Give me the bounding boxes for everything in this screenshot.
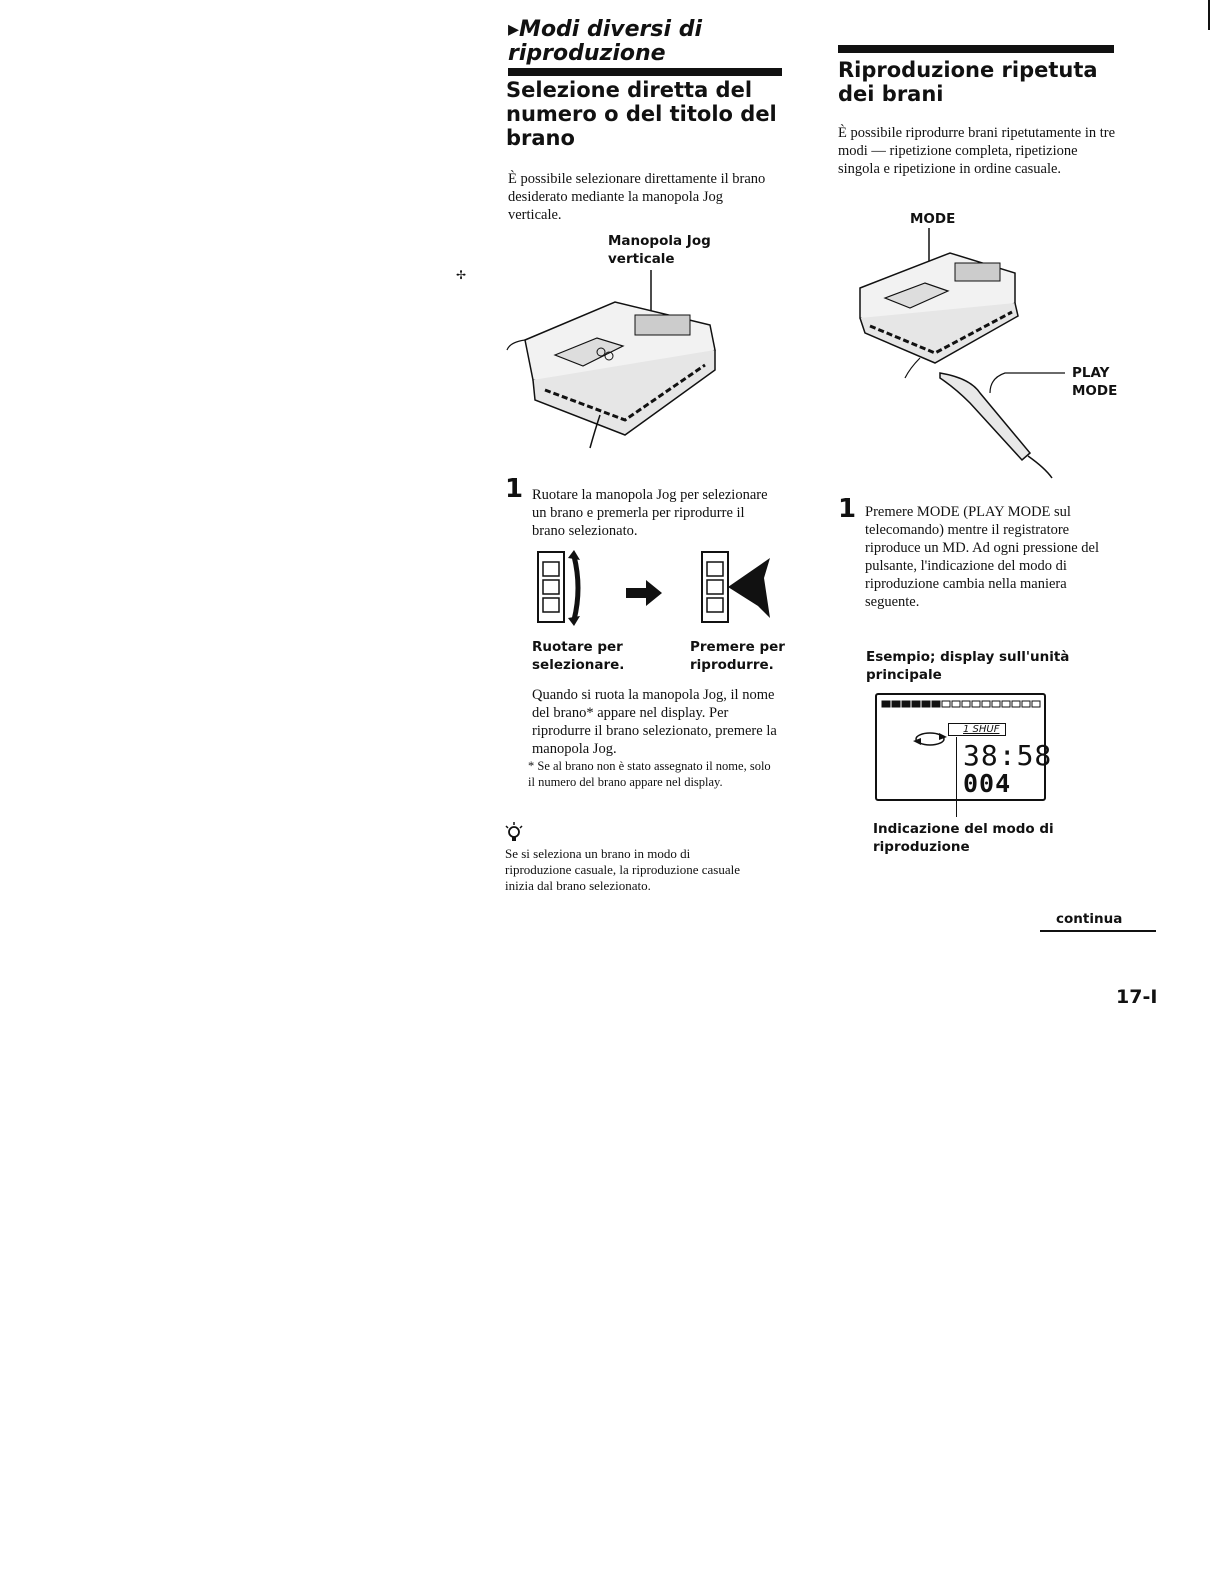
- display-time: 38:58: [963, 739, 1053, 772]
- level-segment: [972, 701, 980, 707]
- intro-right: È possibile riprodurre brani ripetutamente in tre modi — ripetizione completa, ripetizione singola e ripetizione in ordine casuale.: [838, 125, 1116, 177]
- level-segment: [1002, 701, 1010, 707]
- level-segment: [982, 701, 990, 707]
- level-segment: [992, 701, 1000, 707]
- level-segment: [902, 701, 910, 707]
- level-segment: [1012, 701, 1020, 707]
- section-marker: ▸: [508, 17, 520, 42]
- section-title: [508, 18, 778, 66]
- continue-rule: [1040, 930, 1156, 932]
- arrow-right-icon: [624, 578, 664, 608]
- disc-icon: [913, 729, 947, 749]
- display-divider: [956, 737, 957, 817]
- level-segment: [942, 701, 950, 707]
- heading-left: Selezione diretta del numero o del titolo del brano: [506, 78, 777, 150]
- step-number-left: 1: [505, 474, 524, 504]
- level-segment: [892, 701, 900, 707]
- level-segment: [912, 701, 920, 707]
- level-segment: [882, 701, 890, 707]
- play-mode-text: 1 SHUF: [963, 724, 1000, 735]
- press-label: Premere per riprodurre.: [690, 639, 785, 673]
- after-text-left: Quando si ruota la manopola Jog, il nome del brano* appare nel display. Per riprodurre il brano selezionato, premere la manopola Jog.: [532, 687, 777, 757]
- display-track: 004: [963, 769, 1012, 798]
- continue-label: continua: [1056, 911, 1123, 927]
- heading-rule-right: [838, 45, 1114, 53]
- intro-left: È possibile selezionare direttamente il brano desiderato mediante la manopola Jog verticale.: [508, 171, 766, 223]
- level-segment: [922, 701, 930, 707]
- play-mode-box: [948, 723, 1006, 736]
- level-segment: [952, 701, 960, 707]
- recorder-remote-illustration: [840, 228, 1070, 483]
- edge-mark: [1208, 0, 1210, 30]
- play-mode-label: PLAY MODE: [1072, 365, 1118, 399]
- level-segment: [932, 701, 940, 707]
- crop-mark: ✢: [456, 268, 467, 282]
- level-segment: [1022, 701, 1030, 707]
- mode-label: MODE: [910, 211, 956, 227]
- heading-right: Riproduzione ripetuta dei brani: [838, 58, 1098, 106]
- rotate-label: Ruotare per selezionare.: [532, 639, 625, 673]
- section-title-text: Modi diversi di riproduzione: [508, 17, 702, 66]
- step-text-left: Ruotare la manopola Jog per selezionare un brano e premerla per riprodurre il brano selezionato.: [532, 487, 768, 539]
- level-meter: [881, 699, 1043, 709]
- step-number-right: 1: [838, 494, 857, 524]
- level-segment: [1032, 701, 1040, 707]
- recorder-jog-illustration: [505, 270, 730, 455]
- example-label: Esempio; display sull'unità principale: [866, 649, 1070, 683]
- step-text-right: Premere MODE (PLAY MODE sul telecomando) mentre il registratore riproduce un MD. Ad ogni pressione del pulsante, l'indicazione del modo di riproduzione cambia nella maniera seguente.: [865, 504, 1099, 610]
- figure-label-jog: Manopola Jog verticale: [608, 233, 711, 267]
- lcd-display: [875, 693, 1053, 801]
- footnote-left: * Se al brano non è stato assegnato il nome, solo il numero del brano appare nel display.: [528, 759, 771, 789]
- level-segment: [962, 701, 970, 707]
- jog-rotate-icon: [534, 548, 594, 628]
- tip-bulb-icon: [505, 822, 523, 842]
- tip-text: Se si seleziona un brano in modo di riproduzione casuale, la riproduzione casuale inizia dal brano selezionato.: [505, 846, 740, 893]
- indicator-label: Indicazione del modo di riproduzione: [873, 821, 1054, 855]
- jog-press-icon: [698, 548, 773, 628]
- heading-rule-left: [508, 68, 782, 76]
- page-number: 17-I: [1116, 986, 1158, 1008]
